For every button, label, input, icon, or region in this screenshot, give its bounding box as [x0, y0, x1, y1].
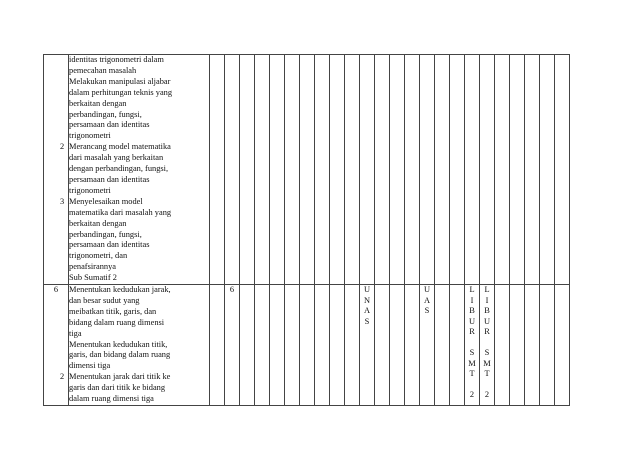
vertical-letter: I [470, 295, 474, 305]
objective-line [69, 318, 209, 329]
objective-text: meibatkan titik, garis, dan [69, 306, 157, 316]
week-cell [450, 55, 465, 285]
vertical-letter [480, 380, 494, 391]
vertical-label [420, 285, 434, 317]
objective-text: dalam perhitungan teknis yang [69, 87, 173, 97]
objective-text: bidang dalam ruang dimensi [69, 317, 165, 327]
week-cell [240, 55, 255, 285]
week-cell [240, 285, 255, 406]
objective-line [69, 219, 209, 230]
objective-text: Menentukan kedudukan titik, [69, 339, 168, 349]
objective-line [69, 110, 209, 121]
week-cell [345, 285, 360, 406]
objective-line [69, 186, 209, 197]
week-cell [405, 285, 420, 406]
objective-text: garis, dan bidang dalam ruang [69, 350, 171, 360]
list-marker: 2 [60, 372, 65, 382]
objective-line [69, 164, 209, 175]
objective-line [69, 361, 209, 372]
objective-text: Menyelesaikan model [69, 196, 143, 206]
week-cell [360, 55, 375, 285]
vertical-letter: S [424, 306, 430, 316]
objective-text: tiga [69, 328, 82, 338]
objective-line [69, 240, 209, 251]
vertical-letter [465, 338, 479, 349]
week-cell [345, 55, 360, 285]
vertical-letter: L [484, 285, 490, 295]
vertical-label [360, 285, 374, 327]
objective-line [69, 131, 209, 142]
week-cell [255, 55, 270, 285]
objective-text: dalam ruang dimensi tiga [69, 394, 154, 404]
week-cell [360, 285, 375, 406]
objective-text: trigonometri, dan [69, 251, 128, 261]
objective-line [69, 350, 209, 361]
objective-line [69, 208, 209, 219]
objective-line [60, 142, 209, 153]
objective-line [69, 340, 209, 351]
vertical-letter: 2 [469, 390, 475, 400]
vertical-letter: A [363, 306, 371, 316]
week-cell [435, 55, 450, 285]
objective-line [69, 77, 209, 88]
week-cell [540, 55, 555, 285]
objective-line [69, 251, 209, 262]
learning-objective-cell [60, 285, 210, 406]
hours-value: 6 [229, 285, 235, 295]
objective-text: trigonometri [69, 131, 111, 141]
vertical-letter: A [423, 295, 431, 305]
objective-text: Merancang model matematika [69, 142, 171, 152]
objective-text: matematika dari masalah yang [69, 207, 172, 217]
objective-text: persamaan dan identitas [69, 240, 150, 250]
vertical-letter: 2 [484, 390, 490, 400]
week-cell [555, 285, 570, 406]
objective-text: Menentukan jarak dari titik ke [69, 372, 171, 382]
objective-line [69, 307, 209, 318]
objective-line [69, 230, 209, 241]
vertical-letter: U [363, 285, 371, 295]
week-cell [255, 285, 270, 406]
objective-text: garis dan dari titik ke bidang [69, 383, 166, 393]
week-cell [270, 285, 285, 406]
objective-line [69, 296, 209, 307]
objective-text: identitas trigonometri dalam [69, 55, 164, 64]
week-cell [390, 55, 405, 285]
week-cell [390, 285, 405, 406]
week-cell [315, 285, 330, 406]
objective-line [69, 262, 209, 273]
objective-line [69, 175, 209, 186]
week-cell [210, 55, 225, 285]
week-cell [510, 55, 525, 285]
week-cell [555, 55, 570, 285]
objective-text: perbandingan, fungsi, [69, 229, 142, 239]
week-cell [285, 285, 300, 406]
objective-text: persamaan dan identitas [69, 174, 150, 184]
objective-text: perbandingan, fungsi, [69, 109, 142, 119]
objective-text: Sub Sumatif 2 [69, 273, 117, 283]
objective-text: dengan perbandingan, fungsi, [69, 164, 169, 174]
vertical-letter: U [468, 316, 476, 326]
objective-line [60, 372, 209, 383]
week-cell [525, 285, 540, 406]
week-cell [450, 285, 465, 406]
vertical-label [465, 285, 479, 401]
week-cell [300, 285, 315, 406]
objective-text: persamaan dan identitas [69, 120, 150, 130]
objective-line [69, 285, 209, 296]
week-cell [375, 285, 390, 406]
objective-text: trigonometri [69, 185, 111, 195]
vertical-letter: B [484, 306, 490, 316]
vertical-label [480, 285, 494, 401]
week-cell [510, 285, 525, 406]
vertical-letter: I [485, 295, 489, 305]
vertical-letter: S [469, 348, 475, 358]
week-cell [405, 55, 420, 285]
vertical-letter: R [469, 327, 475, 337]
objective-line [60, 196, 209, 208]
week-cell [330, 55, 345, 285]
objective-line [69, 273, 209, 284]
vertical-letter: S [484, 348, 490, 358]
vertical-letter: U [423, 285, 431, 295]
objective-text: dari masalah yang berkaitan [69, 153, 164, 163]
objective-line [69, 394, 209, 405]
objective-text: pemecahan masalah [69, 65, 137, 75]
week-cell [330, 285, 345, 406]
row-number-cell: 6 [44, 285, 69, 406]
objective-text: penafsirannya [69, 262, 116, 272]
vertical-letter: T [484, 369, 490, 379]
week-cell [315, 55, 330, 285]
vertical-letter: R [484, 327, 490, 337]
week-cell [420, 55, 435, 285]
table-row [44, 285, 570, 406]
objective-text: berkaitan dengan [69, 218, 127, 228]
week-cell [480, 55, 495, 285]
objective-text: dan besar sudut yang [69, 295, 140, 305]
objective-line [69, 55, 209, 66]
schedule-table [43, 54, 570, 406]
row-number-cell [44, 55, 69, 285]
vertical-letter: B [469, 306, 475, 316]
objective-line [69, 153, 209, 164]
objective-text: dimensi tiga [69, 361, 111, 371]
week-cell [300, 55, 315, 285]
vertical-letter: M [468, 358, 476, 368]
objective-line [69, 66, 209, 77]
week-cell [225, 55, 240, 285]
week-cell [495, 285, 510, 406]
week-cell [480, 285, 495, 406]
objective-text: berkaitan dengan [69, 98, 127, 108]
vertical-letter [480, 338, 494, 349]
week-cell [525, 55, 540, 285]
objective-line [69, 383, 209, 394]
objective-text: Melakukan manipulasi aljabar [69, 76, 171, 86]
vertical-letter: M [483, 358, 491, 368]
vertical-letter: U [483, 316, 491, 326]
vertical-letter: T [469, 369, 475, 379]
list-marker: 2 [60, 142, 65, 152]
week-cell [420, 285, 435, 406]
vertical-letter [465, 380, 479, 391]
learning-objective-cell [60, 55, 210, 285]
week-cell [285, 55, 300, 285]
week-cell [540, 285, 555, 406]
list-marker: 3 [60, 196, 65, 206]
objective-line [69, 120, 209, 131]
table-row [44, 55, 570, 285]
vertical-letter: N [363, 295, 371, 305]
week-cell [465, 285, 480, 406]
objective-line [69, 329, 209, 340]
vertical-letter: S [364, 316, 370, 326]
week-cell [495, 55, 510, 285]
week-cell [210, 285, 225, 406]
vertical-letter: L [469, 285, 475, 295]
week-cell [375, 55, 390, 285]
week-cell [270, 55, 285, 285]
objective-text: Menentukan kedudukan jarak, [69, 285, 171, 295]
week-cell [225, 285, 240, 406]
week-cell [465, 55, 480, 285]
objective-line [69, 88, 209, 99]
week-cell [435, 285, 450, 406]
objective-line [69, 99, 209, 110]
